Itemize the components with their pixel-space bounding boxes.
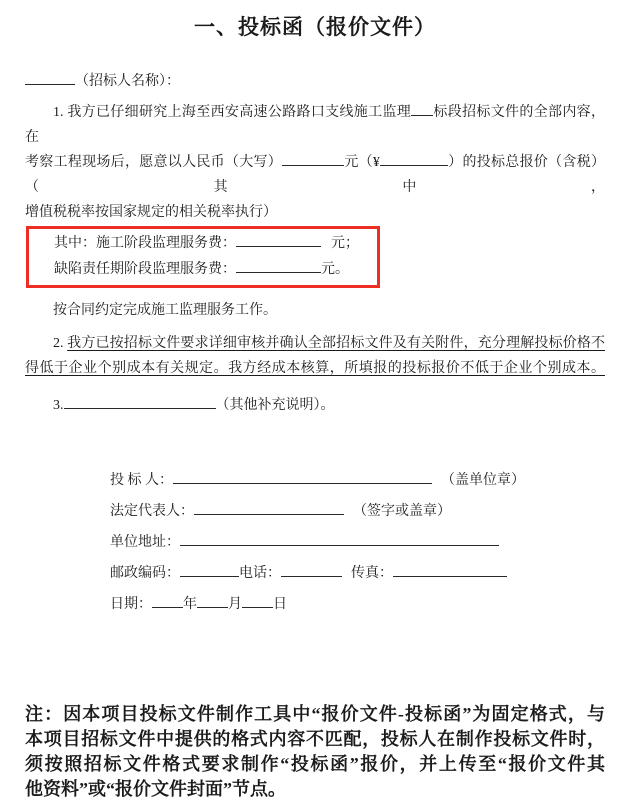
amount-in-words-blank xyxy=(282,163,344,166)
section-number-blank xyxy=(411,113,433,116)
para1-text-a: 1. 我方已仔细研究上海至西安高速公路路口支线施工监理 xyxy=(53,105,412,120)
defect-period-fee-label: 缺陷责任期阶段监理服务费： xyxy=(54,262,236,277)
note-line4: 他资料”或“报价文件封面”节点。 xyxy=(25,779,286,799)
para1-line1 xyxy=(25,100,605,150)
note-line3: 须按照招标文件格式要求制作“投标函”报价，并上传至“报价文件其 xyxy=(25,754,605,774)
bidder-line xyxy=(110,465,605,496)
address-line xyxy=(110,527,605,558)
addressee-name-blank xyxy=(25,82,75,85)
para1-line2 xyxy=(25,150,605,200)
page-title: 一、投标函（报价文件） xyxy=(194,15,436,39)
address-blank xyxy=(180,543,499,546)
contract-text: 按合同约定完成施工监理服务工作。 xyxy=(53,303,277,318)
paragraph-3 xyxy=(25,393,605,418)
postal-label: 邮政编码： xyxy=(110,566,180,581)
fax-blank xyxy=(393,574,507,577)
year-blank xyxy=(152,605,183,608)
para1-text-f: 增值税税率按国家规定的相关税率执行） xyxy=(25,205,277,220)
addressee-label: （招标人名称）： xyxy=(75,74,180,89)
construction-fee-label: 其中：施工阶段监理服务费： xyxy=(54,236,236,251)
phone-blank xyxy=(281,574,342,577)
day-label: 日 xyxy=(273,597,287,612)
para2-text-a: 我方已按招标文件要求详细审核并确认全部招标文件及有关附件，充分理解投标价格不 xyxy=(67,336,606,351)
para1-line3 xyxy=(25,200,605,225)
bidder-label: 投 标 人： xyxy=(110,473,173,488)
construction-fee-unit: 元； xyxy=(331,236,359,251)
fee-highlight-box xyxy=(26,226,380,288)
supplement-blank xyxy=(64,406,216,409)
note-line1: 注：因本项目投标文件制作工具中“报价文件-投标函”为固定格式，与 xyxy=(25,704,605,724)
contact-line xyxy=(110,558,605,589)
construction-fee-line xyxy=(54,231,377,257)
postal-code-blank xyxy=(180,574,239,577)
defect-period-fee-line xyxy=(54,257,377,283)
phone-label: 电话： xyxy=(239,566,281,581)
para2-line1 xyxy=(25,331,605,356)
signature-block xyxy=(110,465,605,620)
para1-text-b: 标段招标文件的全部内容，在 xyxy=(25,105,606,145)
para3-label: （其他补充说明）。 xyxy=(215,398,335,413)
para2-line2 xyxy=(25,356,605,381)
para2-text-b: 得低于企业个别成本有关规定。我方经成本核算，所填报的投标报价不低于企业个别成本。 xyxy=(25,361,605,376)
note-line2: 本项目招标文件中提供的格式内容不匹配，投标人在制作投标文件时， xyxy=(25,729,605,749)
legal-rep-label: 法定代表人： xyxy=(110,504,194,519)
legal-rep-blank xyxy=(194,512,344,515)
footer-note xyxy=(25,702,605,802)
address-label: 单位地址： xyxy=(110,535,180,550)
paragraph-2 xyxy=(25,331,605,381)
legal-rep-line xyxy=(110,496,605,527)
fax-label: 传真： xyxy=(351,566,393,581)
bidder-name-blank xyxy=(173,481,432,484)
defect-period-fee-unit: 元。 xyxy=(321,262,349,277)
date-line xyxy=(110,589,605,620)
construction-fee-blank xyxy=(236,244,321,247)
date-label: 日期： xyxy=(110,597,152,612)
day-blank xyxy=(242,605,273,608)
paragraph-1 xyxy=(25,100,605,225)
legal-rep-seal-note: （签字或盖章） xyxy=(353,504,451,519)
para3-number: 3. xyxy=(53,398,64,413)
addressee-line xyxy=(25,73,605,91)
paragraph-contract xyxy=(25,298,605,323)
month-label: 月 xyxy=(228,597,242,612)
defect-period-fee-blank xyxy=(236,270,321,273)
bidder-seal-note: （盖单位章） xyxy=(441,473,525,488)
para2-number: 2. xyxy=(53,336,68,351)
year-label: 年 xyxy=(183,597,197,612)
month-blank xyxy=(197,605,228,608)
para1-text-c: 考察工程现场后，愿意以人民币（大写） xyxy=(25,155,283,170)
para1-text-d: 元（¥ xyxy=(344,155,380,170)
amount-in-figures-blank xyxy=(380,163,448,166)
para1-text-e: ）的投标总报价（含税）（其中， xyxy=(25,155,605,195)
